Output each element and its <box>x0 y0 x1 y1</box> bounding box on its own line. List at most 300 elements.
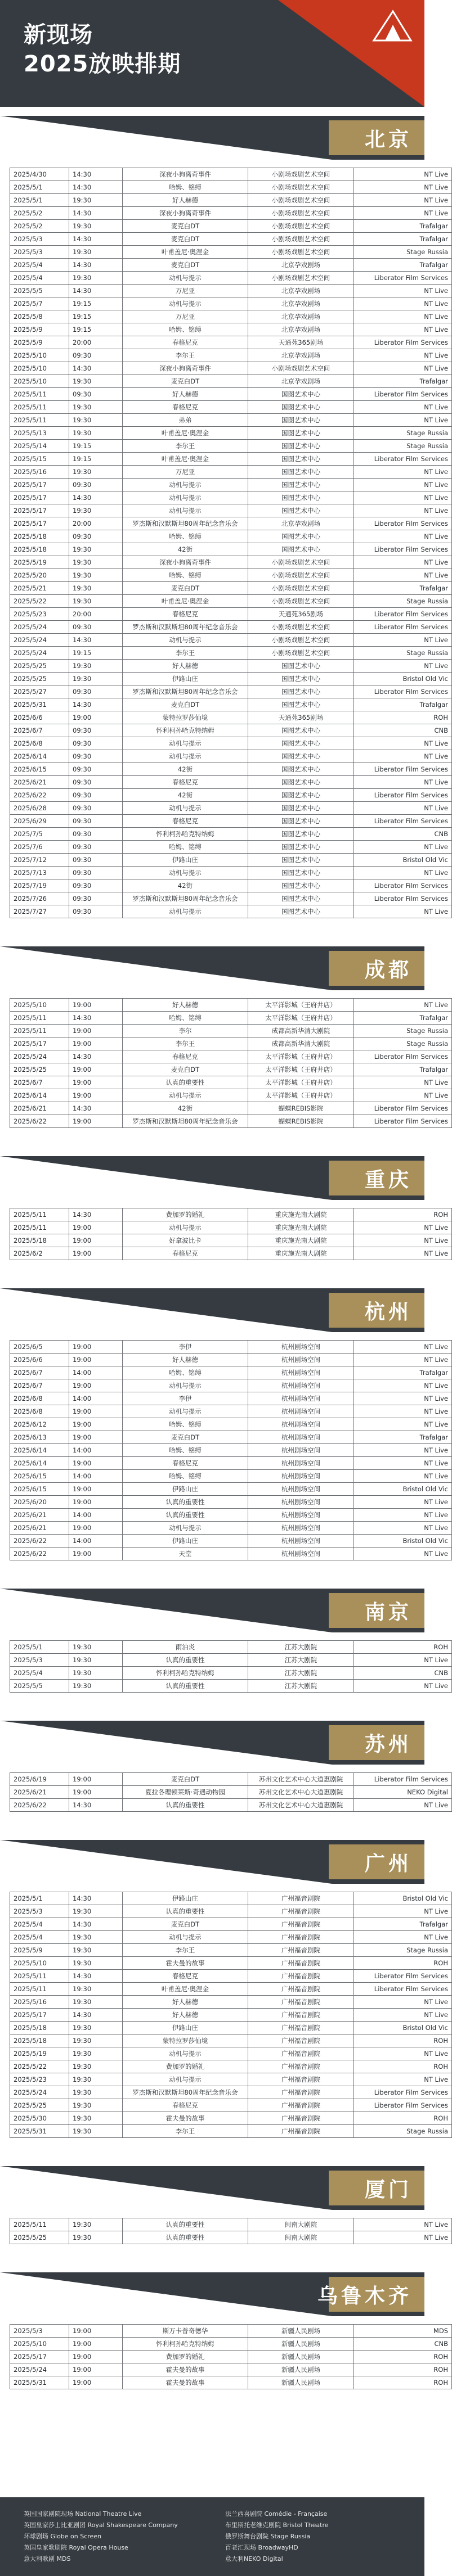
row-time: 09:30 <box>69 815 123 828</box>
row-date: 2025/6/14 <box>10 1089 69 1102</box>
table-row <box>10 517 452 530</box>
row-venue: 杭州剧场空间 <box>248 1418 354 1431</box>
row-venue: 杭州剧场空间 <box>248 1392 354 1405</box>
table-row <box>10 2231 452 2244</box>
row-producer: NT Live <box>354 2009 452 2022</box>
row-date: 2025/7/13 <box>10 867 69 879</box>
row-date: 2025/5/18 <box>10 2022 69 2034</box>
row-time: 19:00 <box>69 2351 123 2363</box>
row-time: 19:30 <box>69 246 123 259</box>
row-title: 麦克白DT <box>123 1063 248 1076</box>
row-date: 2025/5/18 <box>10 530 69 543</box>
row-title: 怀利柯孙哈克特纳姆 <box>123 1667 248 1680</box>
row-time: 19:30 <box>69 1931 123 1944</box>
row-time: 19:30 <box>69 2034 123 2047</box>
row-venue: 国图艺术中心 <box>248 401 354 414</box>
row-producer: NT Live <box>354 1522 452 1535</box>
footer-left <box>24 2509 178 2565</box>
row-time: 19:30 <box>69 375 123 388</box>
spacer <box>0 1693 424 1712</box>
row-date: 2025/5/9 <box>10 1944 69 1957</box>
table-row <box>10 1496 452 1509</box>
row-time: 14:30 <box>69 1892 123 1905</box>
table-row <box>10 1418 452 1431</box>
table-row <box>10 1102 452 1115</box>
row-venue: 广州福音剧院 <box>248 2125 354 2138</box>
row-title: 叶甫盖尼·奥涅金 <box>123 595 248 608</box>
row-time: 20:00 <box>69 336 123 349</box>
row-producer: NT Live <box>354 1089 452 1102</box>
row-time: 19:30 <box>69 2073 123 2086</box>
row-producer: NT Live <box>354 479 452 491</box>
row-title: 叶甫盖尼·奥涅金 <box>123 1983 248 1996</box>
spacer <box>0 1332 424 1340</box>
row-producer: NT Live <box>354 1341 452 1354</box>
row-time: 14:30 <box>69 1012 123 1025</box>
city-banner <box>0 1288 424 1332</box>
table-row <box>10 1535 452 1548</box>
row-title: 哈姆、铭缚 <box>123 1444 248 1457</box>
row-venue: 广州福音剧院 <box>248 2022 354 2034</box>
table-row <box>10 892 452 905</box>
row-date: 2025/6/22 <box>10 789 69 802</box>
row-venue: 广州福音剧院 <box>248 1892 354 1905</box>
row-title: 认真的重要性 <box>123 1680 248 1693</box>
row-date: 2025/5/10 <box>10 349 69 362</box>
row-producer: Stage Russia <box>354 1944 452 1957</box>
page-header <box>0 0 424 107</box>
row-time: 19:30 <box>69 1983 123 1996</box>
row-title: 哈姆、铭缚 <box>123 1366 248 1379</box>
city-name: 成都 <box>364 959 412 982</box>
row-time: 19:30 <box>69 673 123 685</box>
row-date: 2025/5/17 <box>10 1037 69 1050</box>
row-date: 2025/5/25 <box>10 2231 69 2244</box>
row-title: 动机与提示 <box>123 1221 248 1234</box>
row-producer: NT Live <box>354 867 452 879</box>
row-title: 哈姆、铭缚 <box>123 1418 248 1431</box>
row-producer: Trafalgar <box>354 1012 452 1025</box>
row-title: 伊路山庄 <box>123 1892 248 1905</box>
row-time: 19:00 <box>69 1786 123 1799</box>
row-date: 2025/5/11 <box>10 1221 69 1234</box>
row-producer: NT Live <box>354 1076 452 1089</box>
row-title: 好人赫德 <box>123 999 248 1012</box>
row-venue: 杭州剧场空间 <box>248 1379 354 1392</box>
row-venue: 太平洋影城（王府井店） <box>248 1076 354 1089</box>
table-row <box>10 1247 452 1260</box>
row-title: 认真的重要性 <box>123 1905 248 1918</box>
row-date: 2025/5/24 <box>10 634 69 647</box>
row-time: 09:30 <box>69 685 123 698</box>
row-producer: NT Live <box>354 569 452 582</box>
spacer <box>0 2244 424 2263</box>
row-venue: 小剧场戏剧艺术空间 <box>248 207 354 220</box>
row-title: 动机与提示 <box>123 1379 248 1392</box>
row-venue: 国图艺术中心 <box>248 491 354 504</box>
row-time: 14:30 <box>69 2009 123 2022</box>
row-title: 春格尼克 <box>123 401 248 414</box>
row-title: 春格尼克 <box>123 1247 248 1260</box>
row-venue: 北京孕戏剧场 <box>248 375 354 388</box>
table-row <box>10 246 452 259</box>
row-producer: Stage Russia <box>354 1037 452 1050</box>
row-date: 2025/6/8 <box>10 1392 69 1405</box>
table-row <box>10 1457 452 1470</box>
row-venue: 北京孕戏剧场 <box>248 323 354 336</box>
row-title: 麦克白DT <box>123 1431 248 1444</box>
table-row <box>10 220 452 233</box>
row-time: 19:00 <box>69 1457 123 1470</box>
city-banner <box>0 1721 424 1765</box>
table-row <box>10 194 452 207</box>
table-row <box>10 621 452 634</box>
row-producer: Stage Russia <box>354 246 452 259</box>
row-date: 2025/5/18 <box>10 543 69 556</box>
row-venue: 蝴蝶REBIS影院 <box>248 1102 354 1115</box>
row-venue: 杭州剧场空间 <box>248 1470 354 1483</box>
row-venue: 小剧场戏剧艺术空间 <box>248 246 354 259</box>
row-venue: 新疆人民剧场 <box>248 2363 354 2376</box>
row-producer: NT Live <box>354 1392 452 1405</box>
spacer <box>0 2210 424 2218</box>
row-title: 动机与提示 <box>123 634 248 647</box>
row-producer: ROH <box>354 2112 452 2125</box>
table-row <box>10 1548 452 1560</box>
row-title: 霍夫曼的故事 <box>123 1957 248 1970</box>
table-row <box>10 2218 452 2231</box>
table-row <box>10 427 452 440</box>
row-date: 2025/5/18 <box>10 2034 69 2047</box>
row-title: 李伊 <box>123 1341 248 1354</box>
table-row <box>10 491 452 504</box>
row-producer: NT Live <box>354 1496 452 1509</box>
table-row <box>10 336 452 349</box>
row-title: 动机与提示 <box>123 1522 248 1535</box>
row-venue: 苏州文化艺术中心大道惠剧院 <box>248 1799 354 1812</box>
table-row <box>10 1037 452 1050</box>
city-name: 乌鲁木齐 <box>317 2285 412 2308</box>
row-date: 2025/7/6 <box>10 841 69 854</box>
row-venue: 广州福音剧院 <box>248 1944 354 1957</box>
row-date: 2025/5/4 <box>10 1931 69 1944</box>
city-name: 北京 <box>364 128 412 151</box>
brand-logo-icon <box>370 8 414 44</box>
row-producer: NT Live <box>354 285 452 297</box>
row-venue: 杭州剧场空间 <box>248 1496 354 1509</box>
schedule-table <box>10 1340 452 1560</box>
row-producer: MDS <box>354 2325 452 2338</box>
spacer <box>0 2389 424 2408</box>
row-title: 李尔王 <box>123 2125 248 2138</box>
row-title: 罗杰斯和汉默斯坦80周年纪念音乐会 <box>123 892 248 905</box>
table-row <box>10 453 452 466</box>
row-venue: 国图艺术中心 <box>248 698 354 711</box>
row-time: 19:30 <box>69 272 123 285</box>
table-row <box>10 999 452 1012</box>
row-time: 14:00 <box>69 1535 123 1548</box>
row-time: 09:30 <box>69 724 123 737</box>
row-title: 麦克白DT <box>123 1918 248 1931</box>
table-row <box>10 802 452 815</box>
row-time: 09:30 <box>69 388 123 401</box>
row-date: 2025/6/7 <box>10 1076 69 1089</box>
row-date: 2025/5/11 <box>10 1983 69 1996</box>
row-time: 19:00 <box>69 1089 123 1102</box>
row-time: 19:00 <box>69 1773 123 1786</box>
row-producer: NT Live <box>354 1509 452 1522</box>
row-venue: 广州福音剧院 <box>248 1983 354 1996</box>
row-producer: Trafalgar <box>354 1918 452 1931</box>
row-time: 14:30 <box>69 1208 123 1221</box>
row-time: 14:30 <box>69 491 123 504</box>
table-row <box>10 1470 452 1483</box>
row-producer: Liberator Film Services <box>354 388 452 401</box>
row-date: 2025/6/8 <box>10 1405 69 1418</box>
spacer <box>0 990 424 998</box>
row-producer: NT Live <box>354 414 452 427</box>
row-time: 14:30 <box>69 233 123 246</box>
row-title: 怀利柯孙哈克特纳姆 <box>123 724 248 737</box>
row-date: 2025/5/4 <box>10 272 69 285</box>
schedule-table <box>10 2218 452 2244</box>
row-date: 2025/6/15 <box>10 1483 69 1496</box>
row-date: 2025/6/22 <box>10 1799 69 1812</box>
row-producer: NT Live <box>354 556 452 569</box>
row-venue: 国图艺术中心 <box>248 802 354 815</box>
row-venue: 广州福音剧院 <box>248 2060 354 2073</box>
row-venue: 天通苑365剧场 <box>248 711 354 724</box>
row-title: 动机与提示 <box>123 905 248 918</box>
row-time: 19:00 <box>69 2325 123 2338</box>
row-date: 2025/5/13 <box>10 427 69 440</box>
row-date: 2025/5/3 <box>10 233 69 246</box>
table-row <box>10 297 452 310</box>
table-row <box>10 349 452 362</box>
row-time: 19:30 <box>69 569 123 582</box>
table-row <box>10 401 452 414</box>
row-time: 19:30 <box>69 660 123 673</box>
row-time: 19:00 <box>69 1234 123 1247</box>
row-time: 14:00 <box>69 1470 123 1483</box>
row-venue: 太平洋影城（王府井店） <box>248 1050 354 1063</box>
table-row <box>10 1076 452 1089</box>
row-producer: NT Live <box>354 181 452 194</box>
row-title: 好人赫德 <box>123 660 248 673</box>
row-time: 19:15 <box>69 440 123 453</box>
row-time: 09:30 <box>69 737 123 750</box>
row-venue: 小剧场戏剧艺术空间 <box>248 220 354 233</box>
table-row <box>10 2047 452 2060</box>
row-date: 2025/6/14 <box>10 1444 69 1457</box>
row-date: 2025/5/31 <box>10 698 69 711</box>
schedule-table <box>10 2324 452 2389</box>
row-venue: 广州福音剧院 <box>248 1931 354 1944</box>
row-venue: 苏州文化艺术中心大道惠剧院 <box>248 1786 354 1799</box>
row-producer: Liberator Film Services <box>354 763 452 776</box>
row-date: 2025/5/27 <box>10 685 69 698</box>
table-row <box>10 1234 452 1247</box>
row-title: 哈姆、铭缚 <box>123 1470 248 1483</box>
schedule <box>0 116 448 2408</box>
row-time: 14:30 <box>69 207 123 220</box>
row-date: 2025/5/25 <box>10 2099 69 2112</box>
row-date: 2025/5/19 <box>10 556 69 569</box>
table-row <box>10 1208 452 1221</box>
row-producer: Trafalgar <box>354 259 452 272</box>
table-row <box>10 815 452 828</box>
row-title: 认真的重要性 <box>123 1654 248 1667</box>
row-time: 19:00 <box>69 1354 123 1366</box>
row-producer: NT Live <box>354 504 452 517</box>
table-row <box>10 1944 452 1957</box>
row-venue: 北京孕戏剧场 <box>248 349 354 362</box>
row-venue: 天通苑365剧场 <box>248 608 354 621</box>
spacer <box>0 1260 424 1279</box>
row-title: 费加罗的婚礼 <box>123 2351 248 2363</box>
row-title: 万尼亚 <box>123 285 248 297</box>
row-time: 09:30 <box>69 879 123 892</box>
row-time: 19:30 <box>69 2112 123 2125</box>
row-date: 2025/7/5 <box>10 828 69 841</box>
row-producer: NT Live <box>354 1996 452 2009</box>
row-date: 2025/5/2 <box>10 220 69 233</box>
row-venue: 北京孕戏剧场 <box>248 285 354 297</box>
row-time: 19:30 <box>69 414 123 427</box>
row-venue: 国图艺术中心 <box>248 776 354 789</box>
row-date: 2025/5/1 <box>10 1641 69 1654</box>
row-time: 19:00 <box>69 1431 123 1444</box>
row-date: 2025/6/14 <box>10 750 69 763</box>
row-venue: 北京孕戏剧场 <box>248 310 354 323</box>
schedule-table <box>10 1208 452 1260</box>
row-venue: 广州福音剧院 <box>248 2099 354 2112</box>
table-row <box>10 504 452 517</box>
row-title: 好人赫德 <box>123 194 248 207</box>
row-producer: Liberator Film Services <box>354 1970 452 1983</box>
row-title: 天堂 <box>123 1548 248 1560</box>
table-row <box>10 1892 452 1905</box>
row-title: 春格尼克 <box>123 776 248 789</box>
row-venue: 小剧场戏剧艺术空间 <box>248 272 354 285</box>
row-date: 2025/4/30 <box>10 168 69 181</box>
table-row <box>10 673 452 685</box>
table-row <box>10 2325 452 2338</box>
row-date: 2025/5/10 <box>10 375 69 388</box>
table-row <box>10 711 452 724</box>
row-producer: CNB <box>354 2338 452 2351</box>
row-title: 叶甫盖尼·奥涅金 <box>123 427 248 440</box>
table-row <box>10 466 452 479</box>
row-title: 李伊 <box>123 1392 248 1405</box>
row-venue: 杭州剧场空间 <box>248 1405 354 1418</box>
row-producer: Liberator Film Services <box>354 608 452 621</box>
row-date: 2025/5/2 <box>10 207 69 220</box>
row-time: 14:30 <box>69 1918 123 1931</box>
row-time: 19:00 <box>69 1025 123 1037</box>
row-title: 好人赫德 <box>123 1996 248 2009</box>
row-date: 2025/5/23 <box>10 2073 69 2086</box>
row-venue: 广州福音剧院 <box>248 2112 354 2125</box>
row-time: 19:30 <box>69 543 123 556</box>
row-venue: 小剧场戏剧艺术空间 <box>248 362 354 375</box>
row-venue: 小剧场戏剧艺术空间 <box>248 569 354 582</box>
row-venue: 国图艺术中心 <box>248 854 354 867</box>
row-venue: 广州福音剧院 <box>248 1996 354 2009</box>
row-time: 14:00 <box>69 1444 123 1457</box>
row-producer: Liberator Film Services <box>354 336 452 349</box>
row-venue: 重庆施光南大剧院 <box>248 1234 354 1247</box>
row-time: 14:30 <box>69 362 123 375</box>
row-venue: 杭州剧场空间 <box>248 1535 354 1548</box>
row-date: 2025/6/28 <box>10 802 69 815</box>
table-row <box>10 388 452 401</box>
table-row <box>10 1641 452 1654</box>
row-time: 09:30 <box>69 854 123 867</box>
row-time: 19:00 <box>69 2338 123 2351</box>
row-title: 动机与提示 <box>123 504 248 517</box>
row-producer: NT Live <box>354 1548 452 1560</box>
table-row <box>10 737 452 750</box>
row-producer: NT Live <box>354 750 452 763</box>
row-venue: 国图艺术中心 <box>248 815 354 828</box>
row-date: 2025/6/12 <box>10 1418 69 1431</box>
row-venue: 小剧场戏剧艺术空间 <box>248 233 354 246</box>
row-producer: Bristol Old Vic <box>354 1483 452 1496</box>
page-subtitle: 2025放映排期 <box>24 51 181 77</box>
row-date: 2025/5/20 <box>10 569 69 582</box>
city-banner <box>0 1589 424 1632</box>
row-time: 19:00 <box>69 1115 123 1128</box>
schedule-table <box>10 1640 452 1693</box>
row-venue: 杭州剧场空间 <box>248 1548 354 1560</box>
row-title: 42街 <box>123 879 248 892</box>
row-venue: 国图艺术中心 <box>248 453 354 466</box>
row-title: 认真的重要性 <box>123 1509 248 1522</box>
row-producer: Stage Russia <box>354 647 452 660</box>
row-time: 19:30 <box>69 220 123 233</box>
row-venue: 江苏大剧院 <box>248 1667 354 1680</box>
table-row <box>10 763 452 776</box>
row-time: 14:30 <box>69 1050 123 1063</box>
table-row <box>10 285 452 297</box>
row-producer: NT Live <box>354 737 452 750</box>
row-venue: 小剧场戏剧艺术空间 <box>248 556 354 569</box>
row-venue: 江苏大剧院 <box>248 1654 354 1667</box>
table-row <box>10 1050 452 1063</box>
row-time: 19:30 <box>69 556 123 569</box>
table-row <box>10 582 452 595</box>
row-producer: NT Live <box>354 1457 452 1470</box>
row-venue: 广州福音剧院 <box>248 1905 354 1918</box>
row-producer: NT Live <box>354 297 452 310</box>
row-time: 14:00 <box>69 1392 123 1405</box>
row-title: 动机与提示 <box>123 491 248 504</box>
row-venue: 国图艺术中心 <box>248 543 354 556</box>
schedule-table <box>10 1772 452 1812</box>
row-date: 2025/6/15 <box>10 1470 69 1483</box>
row-producer: Liberator Film Services <box>354 685 452 698</box>
row-date: 2025/6/21 <box>10 1786 69 1799</box>
city-banner <box>0 116 424 160</box>
row-title: 动机与提示 <box>123 272 248 285</box>
row-title: 罗杰斯和汉默斯坦80周年纪念音乐会 <box>123 685 248 698</box>
row-title: 罗杰斯和汉默斯坦80周年纪念音乐会 <box>123 517 248 530</box>
row-time: 19:30 <box>69 1654 123 1667</box>
row-producer: Liberator Film Services <box>354 1773 452 1786</box>
row-title: 李尔王 <box>123 1944 248 1957</box>
row-title: 42街 <box>123 763 248 776</box>
